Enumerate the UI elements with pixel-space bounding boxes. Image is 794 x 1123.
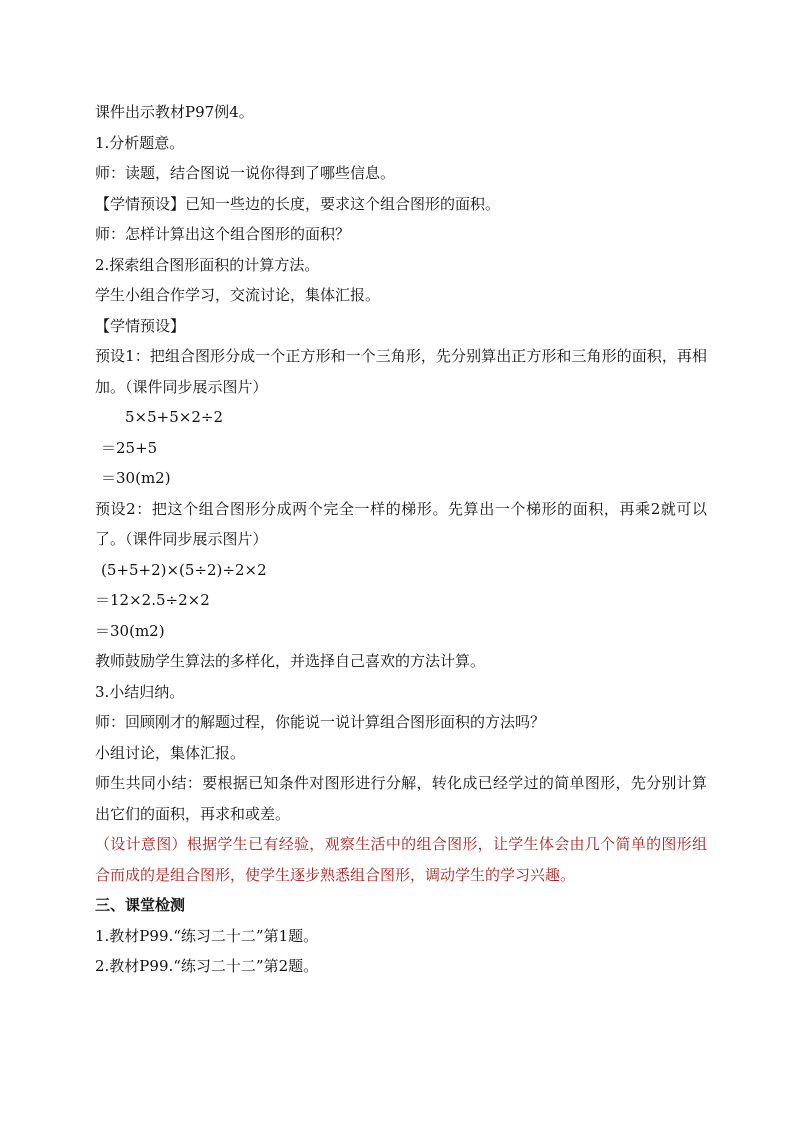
document-body	[95, 97, 707, 982]
text-line-preset-info: 【学情预设】已知一些边的长度，要求这个组合图形的面积。	[95, 194, 501, 213]
paragraph-summary: 师生共同小结：要根据已知条件对图形进行分解，转化成已经学过的简单图形，先分别计算出它们的面积，再求和或差。	[95, 774, 707, 823]
formula-line: 5×5+5×2÷2	[125, 408, 223, 426]
formula-line: ＝30(m2)	[101, 469, 171, 487]
formula-line: (5+5+2)×(5÷2)÷2×2	[101, 560, 267, 579]
text-line-encourage: 教师鼓励学生算法的多样化，并选择自己喜欢的方法计算。	[95, 652, 486, 670]
text-line-teacher-read: 师：读题，结合图说一说你得到了哪些信息。	[95, 164, 396, 182]
formula-line: ＝30(m2)	[95, 621, 165, 640]
step-heading-explore: 2.探索组合图形面积的计算方法。	[95, 255, 320, 274]
step-heading-summary: 3.小结归纳。	[95, 682, 185, 701]
formula-line: ＝25+5	[101, 438, 158, 457]
exercise-item-2: 2.教材P99.“练习二十二”第2题。	[95, 957, 319, 975]
paragraph-design-intent: （设计意图）根据学生已有经验，观察生活中的组合图形，让学生体会由几个简单的图形组合而成的是组合图形，使学生逐步熟悉组合图形，调动学生的学习兴趣。	[95, 835, 707, 884]
section-heading-classroom-check: 三、课堂检测	[95, 896, 186, 914]
text-line-group-discuss: 小组讨论，集体汇报。	[95, 743, 246, 762]
paragraph-preset-1: 预设1：把组合图形分成一个正方形和一个三角形，先分别算出正方形和三角形的面积，再相加。（课件同步展示图片）	[95, 347, 707, 396]
step-heading-analyze: 1.分析题意。	[95, 133, 185, 152]
exercise-item-1: 1.教材P99.“练习二十二”第1题。	[95, 926, 319, 945]
formula-line: ＝12×2.5÷2×2	[95, 591, 210, 609]
paragraph-preset-2: 预设2：把这个组合图形分成两个完全一样的梯形。先算出一个梯形的面积，再乘2就可以了。（课件同步展示图片）	[95, 499, 707, 548]
text-line-preset-label: 【学情预设】	[95, 316, 186, 335]
text-line-group-work: 学生小组合作学习，交流讨论，集体汇报。	[95, 286, 381, 304]
text-line-teacher-review: 师：回顾刚才的解题过程，你能说一说计算组合图形面积的方法吗？	[95, 713, 546, 731]
text-line-courseware-example: 课件出示教材P97例4。	[95, 103, 254, 121]
text-line-teacher-question: 师：怎样计算出这个组合图形的面积？	[95, 225, 351, 243]
